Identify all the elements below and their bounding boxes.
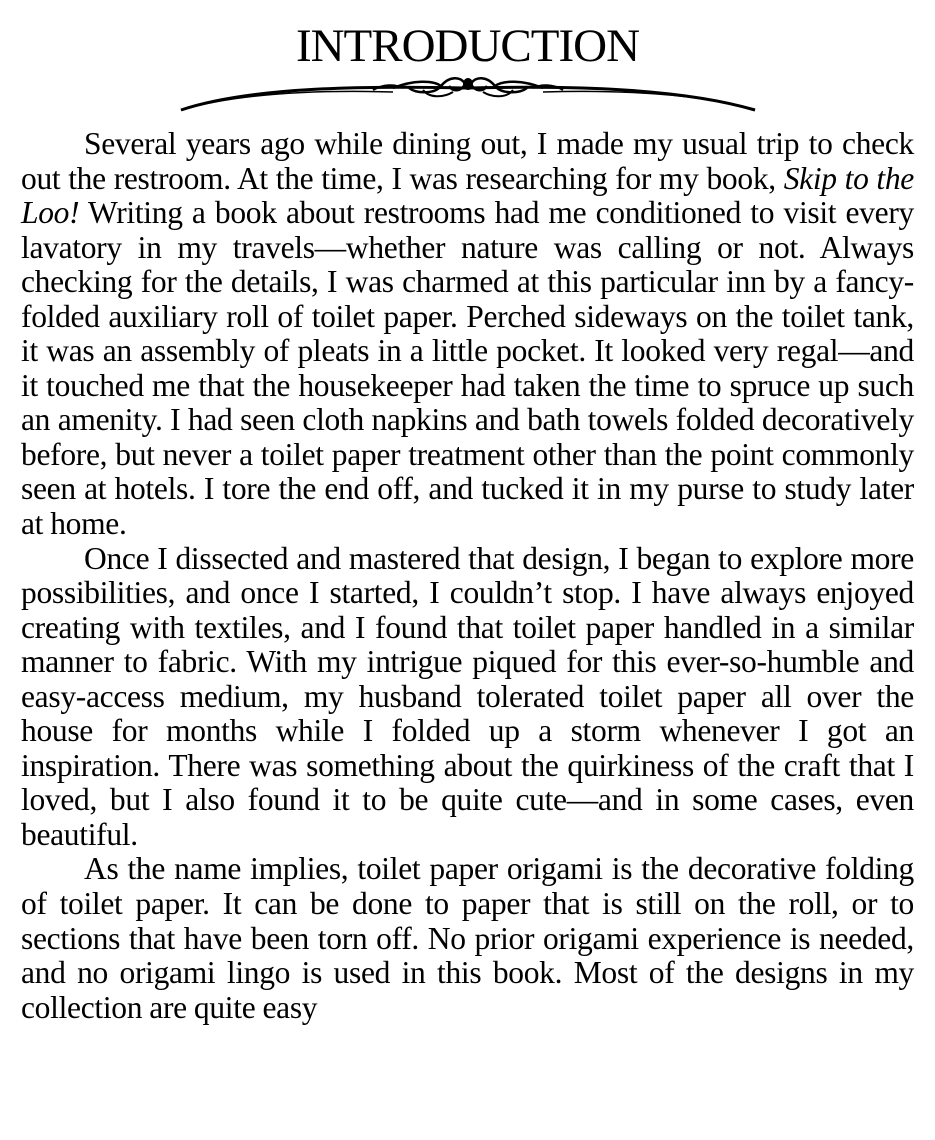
paragraph-2: Once I dissected and mastered that design, I began to explore more possibilities, and once I started, I couldn’t stop. I have always enjoyed creating with textiles, and I found that toilet paper handled in a similar manner to fabric. With my intrigue piqued for this ever-so-humble and easy-access medium, my husband tolerated toilet paper all over the house for months while I folded up a storm whenever I got an inspiration. There was something about the quirkiness of the craft that I loved, but I also found it to be quite cute—and in some cases, even beautiful. [21, 540, 914, 852]
introduction-body [21, 127, 914, 1025]
paragraph-3: As the name implies, toilet paper origami is the decorative folding of toilet paper. It can be done to paper that is still on the roll, or to sections that have been torn off. No prior origami experience is needed, and no origami lingo is used in this book. Most of the designs in my collection are quite easy [21, 851, 914, 1025]
paragraph-1-text-end: Writing a book about restrooms had me conditioned to visit every lavatory in my travels—whether nature was calling or not. Always checking for the details, I was charmed at this particular inn by a fancy-folded auxiliary roll of toilet paper. Perched sideways on the toilet tank, it was an assembly of pleats in a little pocket. It looked very regal—and it touched me that the housekeeper had taken the time to spruce up such an amenity. I had seen cloth napkins and bath towels folded decoratively before, but never a toilet paper treatment other than the point commonly seen at hotels. I tore the end off, and tucked it in my purse to study later at home. [21, 195, 914, 542]
page-title: INTRODUCTION [295, 20, 640, 72]
scroll-flourish-divider-icon [173, 72, 763, 114]
book-title-italic: Skip to the Loo! [21, 160, 914, 231]
paragraph-1-text-start: Several years ago while dining out, I made my usual trip to check out the restroom. At the time, I was researching for my book, [21, 126, 914, 196]
paragraph-1 [21, 127, 914, 542]
